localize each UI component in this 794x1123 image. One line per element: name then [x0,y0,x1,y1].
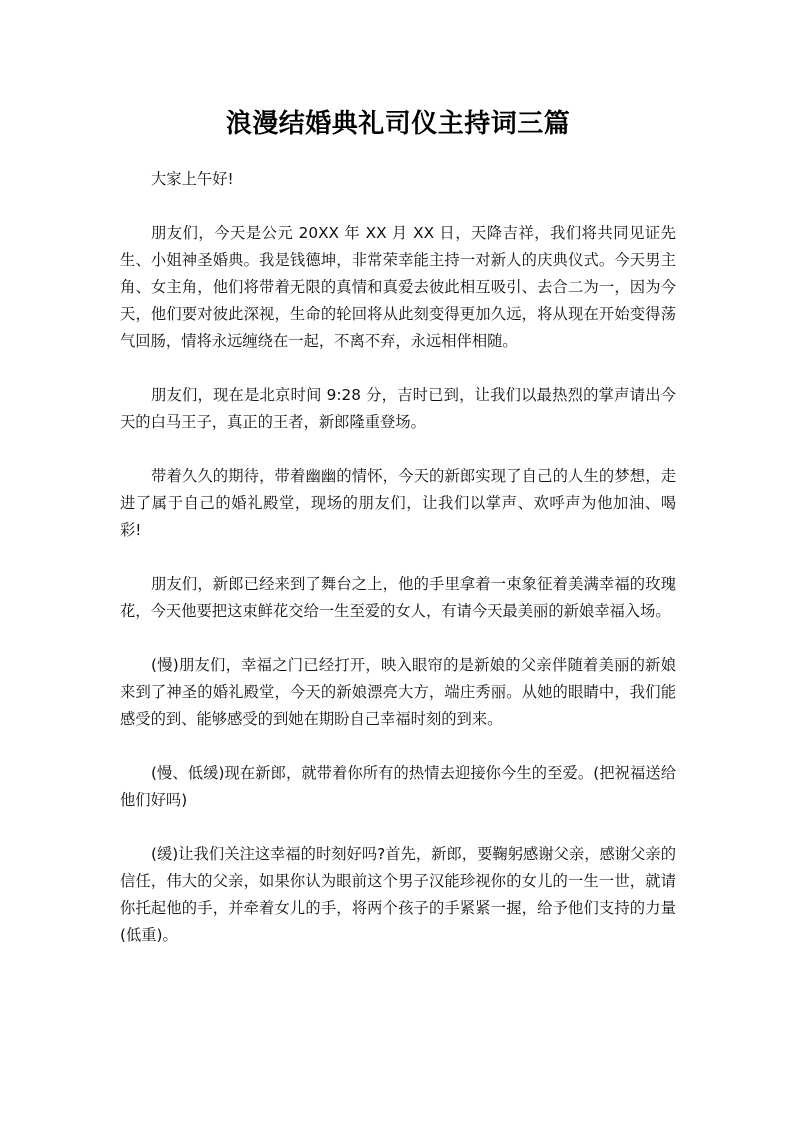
paragraph: (慢、低缓)现在新郎，就带着你所有的热情去迎接你今生的至爱。(把祝福送给他们好吗) [120,764,676,809]
paragraph: 朋友们，新郎已经来到了舞台之上，他的手里拿着一束象征着美满幸福的玫瑰花，今天他要把这束鲜花交给一生至爱的女人，有请今天最美丽的新娘幸福入场。 [120,575,676,620]
paragraph-greeting: 大家上午好! [151,170,234,188]
paragraph: (慢)朋友们，幸福之门已经打开，映入眼帘的是新娘的父亲伴随着美丽的新娘来到了神圣的婚礼殿堂，今天的新娘漂亮大方，端庄秀丽。从她的眼睛中，我们能感受的到、能够感受的到她在期盼自己幸福时刻的到来。 [120,656,676,728]
paragraph: 朋友们，今天是公元 20XX 年 XX 月 XX 日，天降吉祥，我们将共同见证先生、小姐神圣婚典。我是钱德坤，非常荣幸能主持一对新人的庆典仪式。今天男主角、女主角，他们将带着无限的真情和真爱去彼此相互吸引、去合二为一，因为今天，他们要对彼此深视，生命的轮回将从此刻变得更加久远，将从现在开始变得荡气回肠，情将永远缠绕在一起，不离不弃，永远相伴相随。 [120,224,676,350]
paragraph: 带着久久的期待，带着幽幽的情怀，今天的新郎实现了自己的人生的梦想，走进了属于自己的婚礼殿堂，现场的朋友们，让我们以掌声、欢呼声为他加油、喝彩! [120,467,676,539]
paragraph: (缓)让我们关注这幸福的时刻好吗?首先，新郎，要鞠躬感谢父亲，感谢父亲的信任，伟大的父亲，如果你认为眼前这个男子汉能珍视你的女儿的一生一世，就请你托起他的手，并牵着女儿的手，将两个孩子的手紧紧一握，给予他们支持的力量(低重)。 [120,845,676,944]
document-page [120,106,676,976]
document-title: 浪漫结婚典礼司仪主持词三篇 [225,109,571,139]
paragraph: 朋友们，现在是北京时间 9:28 分，吉时已到，让我们以最热烈的掌声请出今天的白马王子，真正的王者，新郎隆重登场。 [120,386,676,431]
